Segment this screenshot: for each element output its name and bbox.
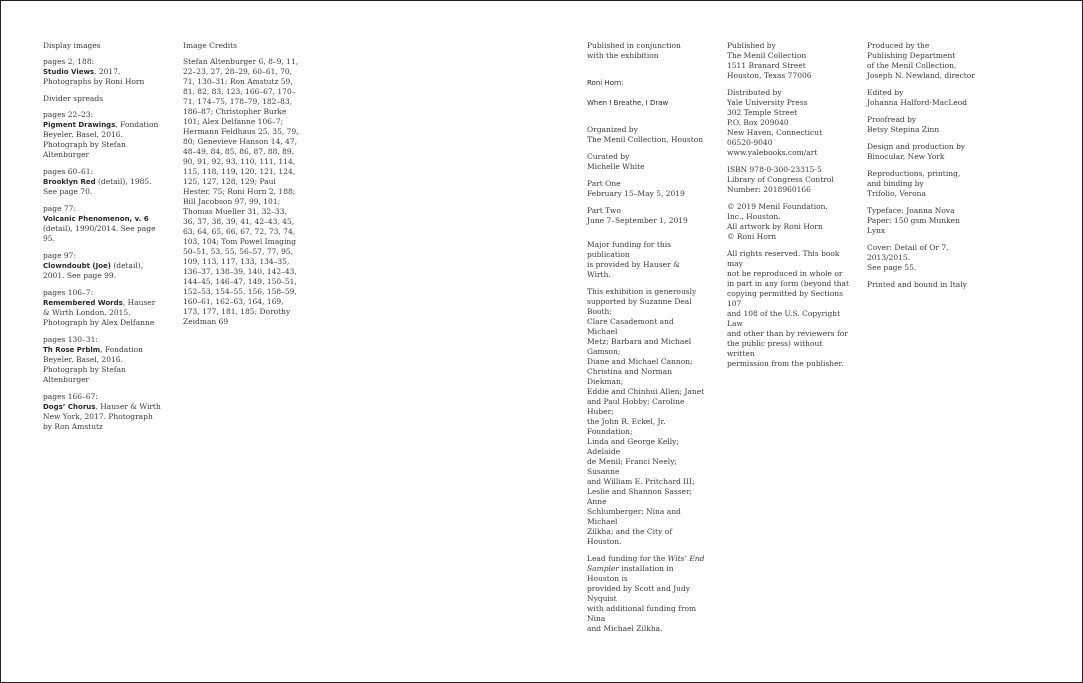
- publisher-column: [727, 41, 851, 376]
- exhibition-support: This exhibition is generously supported by Suzanne Deal Booth; Clare Casademont and Michael Metz; Barbara and Michael Gamson; Diane and Michael Cannon; Christina and Norman Diekman; Eddie and Chinhui Allen; Janet and Paul Hobby; Caroline Huber; the John R. Eckel, Jr. Foundation; Linda and George Kelly; Adelaide de Menil; Franci Neely; Susanne and William E. Pritchard III; Leslie and Shannon Sasser; Anne Schlumberger; Nina and Michael Zilkha; and the City of Houston.: [587, 287, 705, 546]
- produced-by: Produced by the Publishing Department of the Menil Collection, Joseph N. Newland, director: [867, 41, 975, 80]
- divider-entry: [43, 335, 163, 385]
- isbn-info: ISBN 978-0-300-23315-5 Library of Congress Control Number: 2018960166: [727, 165, 834, 194]
- entry-pages: pages 130–31:: [43, 335, 98, 344]
- entry-caption: , Hauser & Wirth London, 2015. Photograph by Alex Delfanne: [43, 298, 156, 327]
- entry-title: Th Rose Prblm: [43, 346, 101, 354]
- edited-by: Edited by Johanna Halford-MacLeod: [867, 88, 968, 107]
- major-funding: Major funding for this publication is provided by Hauser & Wirth.: [587, 240, 680, 279]
- printed-in: Printed and bound in Italy: [867, 280, 967, 289]
- entry-title: Pigment Drawings: [43, 121, 116, 129]
- display-images-entry: [43, 57, 163, 87]
- entry-title: Brooklyn Red: [43, 178, 96, 186]
- part-one-dates: Part One February 15–May 5, 2019: [587, 179, 685, 198]
- entry-caption: , Fondation Beyeler, Basel, 2016. Photograph by Stefan Altenburger: [43, 345, 143, 384]
- divider-entry: [43, 167, 163, 197]
- published-by: Published by The Menil Collection 1511 Branard Street Houston, Texas 77006: [727, 41, 812, 80]
- exhibition-column: [587, 41, 705, 641]
- lead-funding-text-a: Lead funding for the: [587, 554, 668, 563]
- entry-pages: pages 106–7:: [43, 288, 94, 297]
- conjunction-note: Published in conjunction with the exhibition: [587, 41, 681, 60]
- divider-entry: [43, 288, 163, 328]
- entry-caption: (detail), 1990/2014. See page 95.: [43, 224, 156, 243]
- typeface-paper: Typeface: Joanna Nova Paper: 150 gsm Munken Lynx: [867, 206, 960, 235]
- cover-credit: Cover: Detail of Or 7, 2013/2015. See page 55.: [867, 243, 949, 272]
- divider-entry: [43, 392, 163, 432]
- entry-pages: pages 60–61:: [43, 167, 94, 176]
- lead-funding-work-title: Wits’ End Sampler: [587, 554, 705, 573]
- entry-pages: page 77:: [43, 204, 76, 213]
- divider-entry: [43, 110, 163, 160]
- entry-caption: (detail), 2001. See page 99.: [43, 261, 144, 280]
- part-two-dates: Part Two June 7–September 1, 2019: [587, 206, 688, 225]
- exhibition-title-line2: When I Breathe, I Draw: [587, 99, 669, 107]
- display-images-column: [43, 41, 163, 439]
- image-credits-text: Stefan Altenburger 6, 8–9, 11, 22–23, 27, 28–29, 60–61, 70, 71, 130–31; Ron Amstutz 59, 81, 82, 83, 123, 166–67, 170–71, 174–75, 178–79, 182–83, 186–87; Christopher Burke 101; Alex Delfanne 106–7; Hermann Feldhaus 25, 35, 79, 80; Genevieve Hanson 14, 47, 48–49, 84, 85, 86, 87, 88, 89, 90, 91, 92, 93, 110, 111, 114, 115, 118, 119, 120, 121, 124, 125, 127, 128, 129; Paul Hester, 75; Roni Horn 2, 188; Bill Jacobson 97, 99, 101; Thomas Mueller 31, 32–33, 36, 37, 38, 39, 41, 42–43, 45, 63, 64, 65, 66, 67, 72, 73, 74, 103, 104; Tom Powel Imaging 50–51, 53, 55, 56–57, 77, 95, 109, 113, 117, 133, 134–35, 136–37, 138–39, 140, 142–43, 144–45, 146–47, 149, 150–51, 152–53, 154–55, 156, 158–59, 160–61, 162–63, 164, 169, 173, 177, 181, 185; Dorothy Zeidman 69: [183, 57, 299, 326]
- divider-spreads-heading: Divider spreads: [43, 94, 104, 103]
- entry-pages: pages 2, 188:: [43, 57, 95, 66]
- entry-pages: page 97:: [43, 251, 76, 260]
- copyright-notice: © 2019 Menil Foundation, Inc., Houston. All artwork by Roni Horn © Roni Horn: [727, 202, 828, 241]
- entry-title: Clowndoubt (Joe): [43, 262, 111, 270]
- distributed-by: Distributed by Yale University Press 302 Temple Street P.O. Box 209040 New Haven, Connecticut 06520-9040 www.yalebooks.com/art: [727, 88, 823, 157]
- production-column: [867, 41, 979, 297]
- entry-caption: , Hauser & Wirth New York, 2017. Photograph by Ron Amstutz: [43, 402, 161, 431]
- exhibition-title: [587, 68, 705, 118]
- entry-title: Remembered Words: [43, 299, 123, 307]
- lead-funding-text-b: installation in Houston is provided by Scott and Judy Nyquist with additional funding from Nina and Michael Zilkha.: [587, 564, 697, 633]
- entry-caption: , Fondation Beyeler, Basel, 2016. Photograph by Stefan Altenburger: [43, 120, 159, 159]
- display-images-heading: Display images: [43, 41, 101, 50]
- image-credits-heading: Image Credits: [183, 41, 237, 50]
- rights-notice: All rights reserved. This book may not be reproduced in whole or in part in any form (beyond that copying permitted by Sections 107 and 108 of the U.S. Copyright Law and other than by reviewers for the public press) without written permission from the publisher.: [727, 249, 850, 368]
- entry-title: Volcanic Phenomenon, v. 6: [43, 215, 149, 223]
- exhibition-title-line1: Roni Horn:: [587, 79, 624, 87]
- proofread-by: Proofread by Betsy Stepina Zinn: [867, 115, 940, 134]
- entry-title: Dogs’ Chorus: [43, 403, 96, 411]
- lead-funding: [587, 554, 705, 634]
- entry-pages: pages 166–67:: [43, 392, 98, 401]
- design-by: Design and production by Binocular, New York: [867, 142, 966, 161]
- entry-caption: , 2017. Photographs by Roni Horn: [43, 67, 145, 86]
- entry-caption: (detail), 1985. See page 70.: [43, 177, 152, 196]
- entry-pages: pages 22–23:: [43, 110, 94, 119]
- divider-entry: [43, 251, 163, 281]
- curated-by: Curated by Michelle White: [587, 152, 645, 171]
- divider-spreads-list: [43, 110, 163, 432]
- image-credits-column: [183, 41, 299, 334]
- entry-title: Studio Views: [43, 68, 95, 76]
- divider-entry: [43, 204, 163, 244]
- organized-by: Organized by The Menil Collection, Houston: [587, 125, 704, 144]
- reproductions-by: Reproductions, printing, and binding by Trifolio, Verona: [867, 169, 961, 198]
